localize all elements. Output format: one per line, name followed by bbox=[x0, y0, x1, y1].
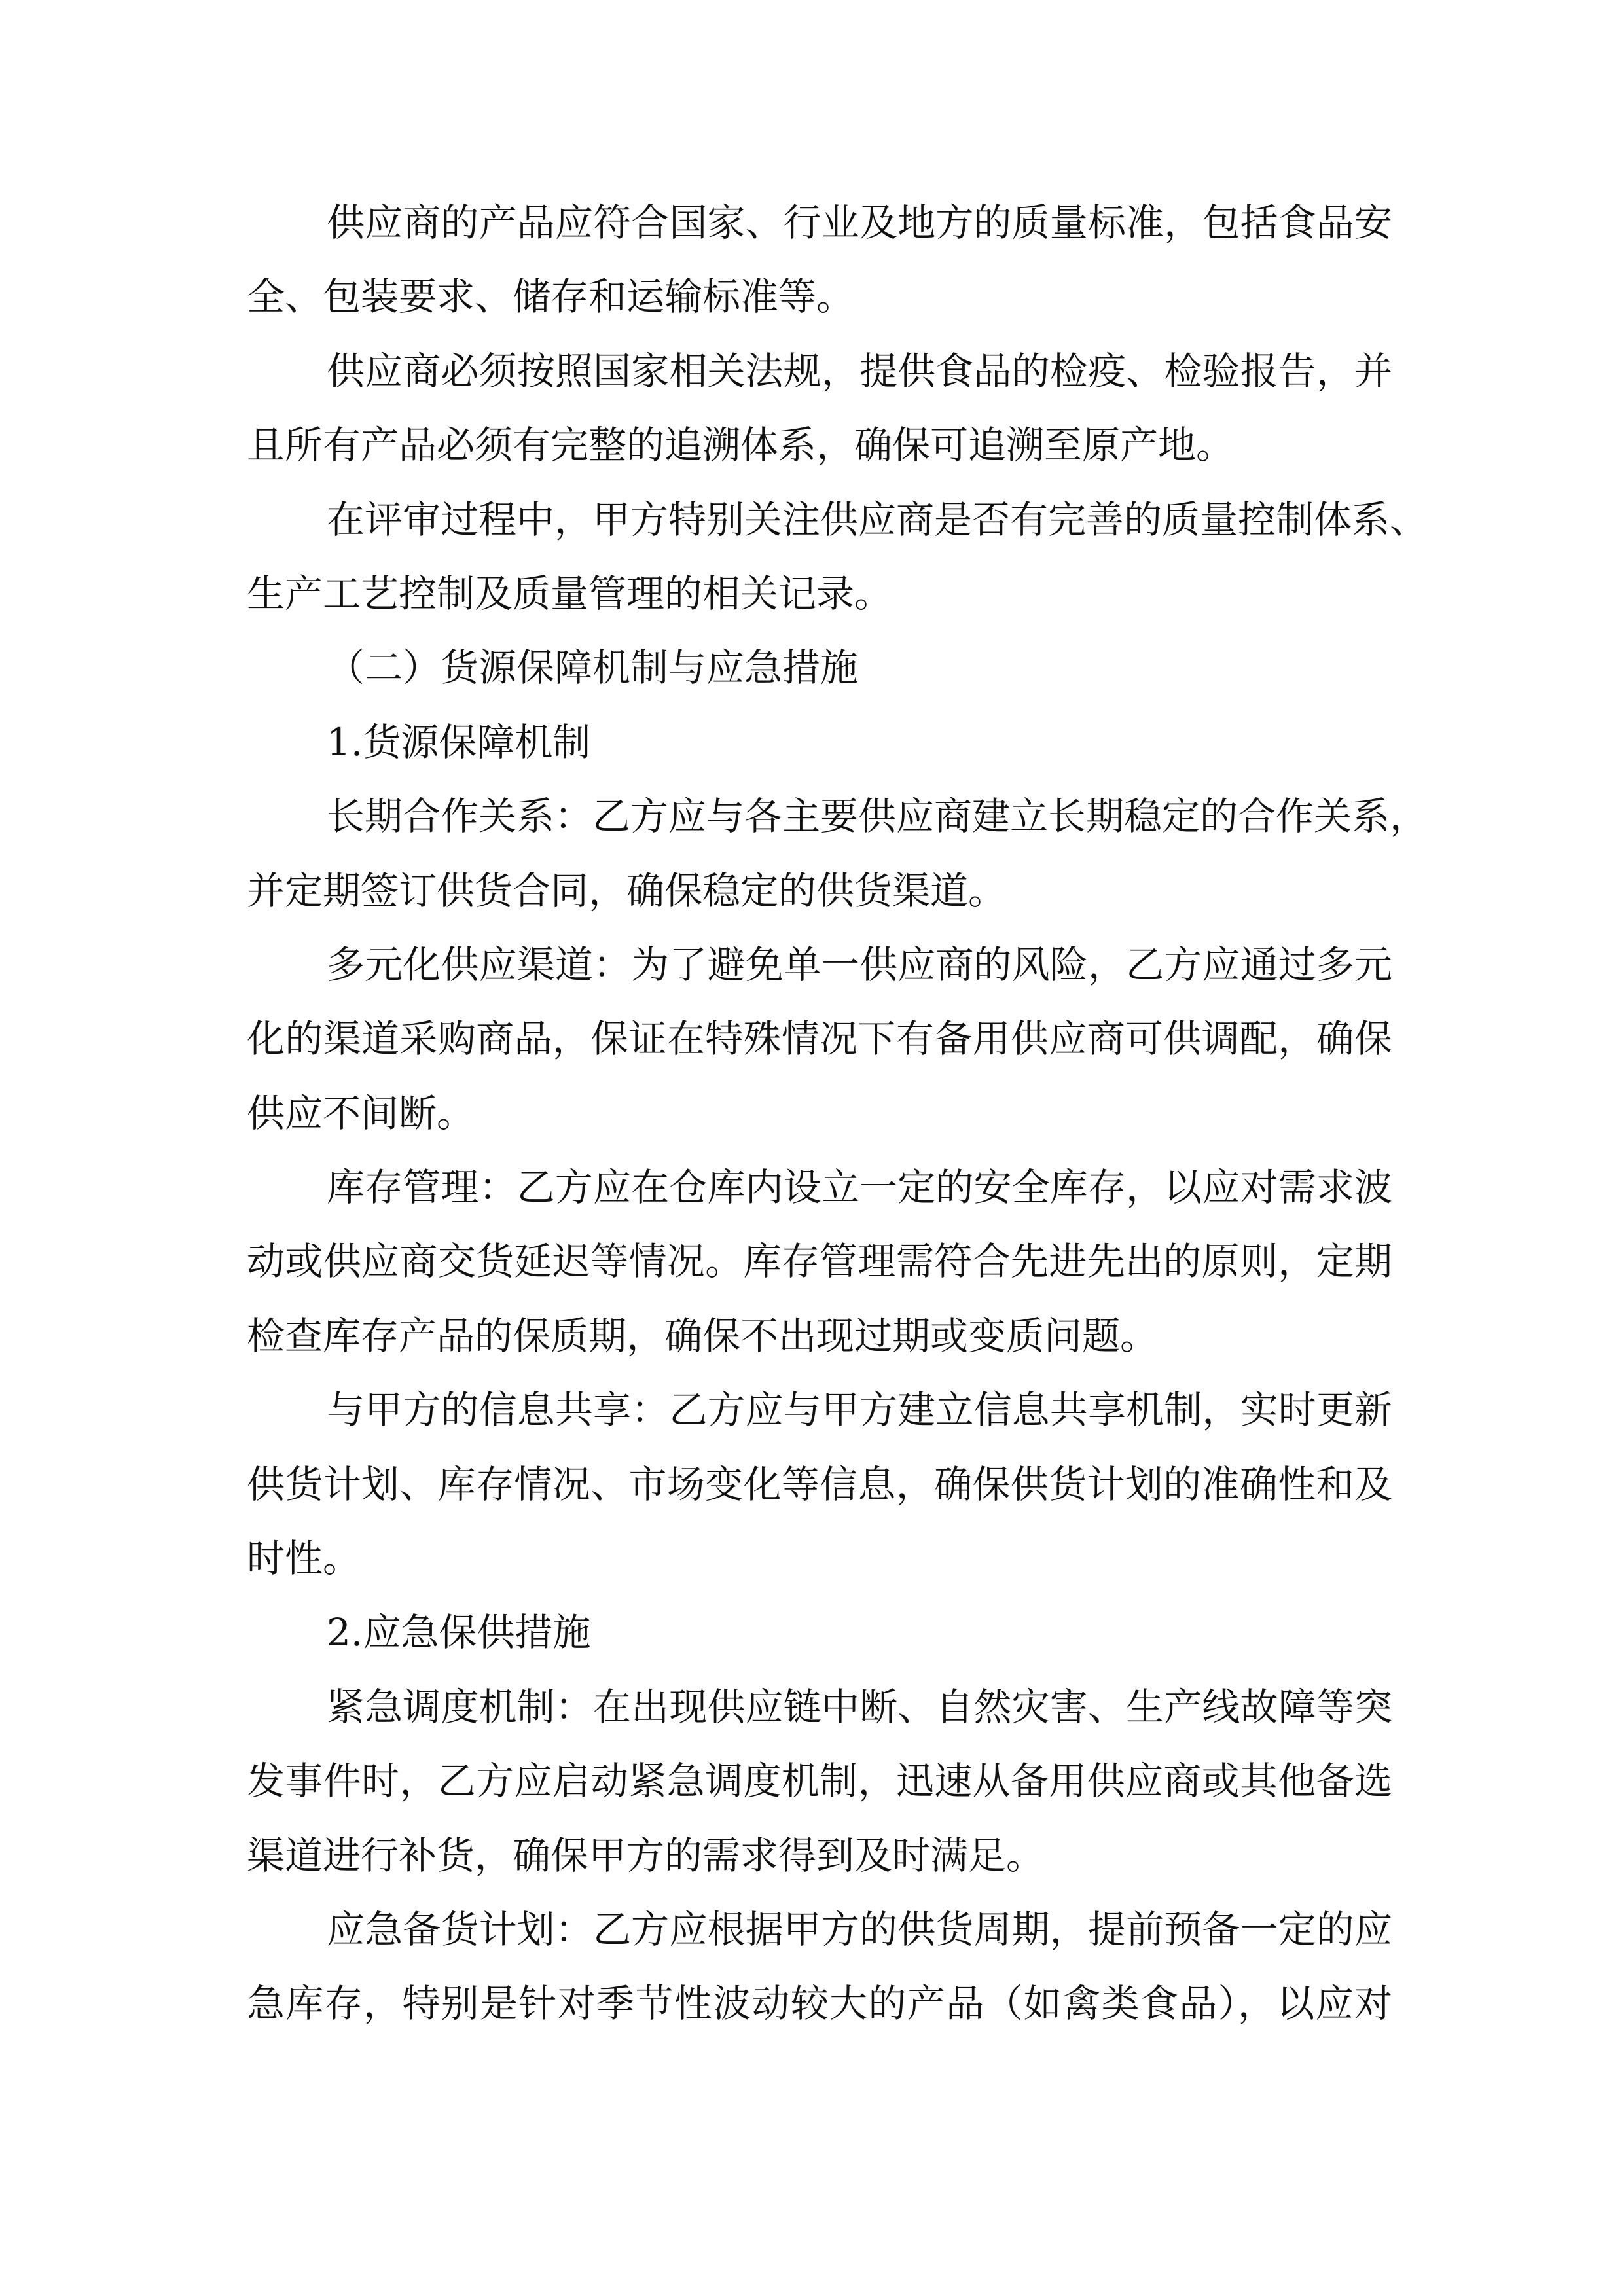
text-line: 动或供应商交货延迟等情况。库存管理需符合先进先出的原则，定期 bbox=[247, 1239, 1392, 1284]
paragraph bbox=[247, 186, 1392, 334]
text-line: 应急备货计划：乙方应根据甲方的供货周期，提前预备一定的应 bbox=[327, 1907, 1392, 1952]
text-line: 紧急调度机制：在出现供应链中断、自然灾害、生产线故障等突 bbox=[327, 1684, 1392, 1729]
text-line: 多元化供应渠道：为了避免单一供应商的风险，乙方应通过多元 bbox=[327, 942, 1392, 987]
text-line: 时性。 bbox=[247, 1536, 361, 1581]
section-heading bbox=[247, 631, 1392, 705]
text-line: 全、包装要求、储存和运输标准等。 bbox=[247, 274, 855, 319]
text-line: 急库存，特别是针对季节性波动较大的产品（如禽类食品），以应对 bbox=[247, 1981, 1392, 2026]
text-line: 供应不间断。 bbox=[247, 1090, 475, 1136]
paragraph bbox=[247, 334, 1392, 483]
text-line: 且所有产品必须有完整的追溯体系，确保可追溯至原产地。 bbox=[247, 423, 1235, 468]
paragraph bbox=[247, 1670, 1392, 1893]
paragraph bbox=[247, 1151, 1392, 1373]
paragraph bbox=[247, 1373, 1392, 1596]
paragraph bbox=[247, 780, 1428, 928]
paragraph bbox=[247, 483, 1428, 632]
text-line: 与甲方的信息共享：乙方应与甲方建立信息共享机制，实时更新 bbox=[327, 1388, 1392, 1433]
text-line: 供应商必须按照国家相关法规，提供食品的检疫、检验报告，并 bbox=[327, 348, 1392, 393]
text-line: 化的渠道采购商品，保证在特殊情况下有备用供应商可供调配，确保 bbox=[247, 1016, 1392, 1062]
text-line: （二）货源保障机制与应急措施 bbox=[327, 645, 859, 691]
section-heading bbox=[247, 1596, 1392, 1670]
text-line: 供货计划、库存情况、市场变化等信息，确保供货计划的准确性和及 bbox=[247, 1462, 1392, 1507]
text-line: 检查库存产品的保质期，确保不出现过期或变质问题。 bbox=[247, 1313, 1159, 1358]
section-heading bbox=[247, 706, 1392, 780]
text-line: 1.货源保障机制 bbox=[327, 719, 591, 764]
paragraph bbox=[247, 928, 1392, 1151]
text-line: 2.应急保供措施 bbox=[327, 1610, 591, 1655]
text-line: 供应商的产品应符合国家、行业及地方的质量标准，包括食品安 bbox=[327, 200, 1392, 245]
text-line: 生产工艺控制及质量管理的相关记录。 bbox=[247, 571, 893, 616]
paragraph bbox=[247, 1893, 1392, 2041]
text-line: 在评审过程中，甲方特别关注供应商是否有完善的质量控制体系、 bbox=[327, 497, 1428, 542]
text-line: 库存管理：乙方应在仓库内设立一定的安全库存，以应对需求波 bbox=[327, 1165, 1392, 1210]
text-line: 长期合作关系：乙方应与各主要供应商建立长期稳定的合作关系， bbox=[327, 794, 1428, 839]
text-line: 渠道进行补货，确保甲方的需求得到及时满足。 bbox=[247, 1833, 1045, 1878]
document-page bbox=[247, 186, 1428, 2041]
text-line: 并定期签订供货合同，确保稳定的供货渠道。 bbox=[247, 868, 1007, 913]
text-line: 发事件时，乙方应启动紧急调度机制，迅速从备用供应商或其他备选 bbox=[247, 1759, 1392, 1804]
